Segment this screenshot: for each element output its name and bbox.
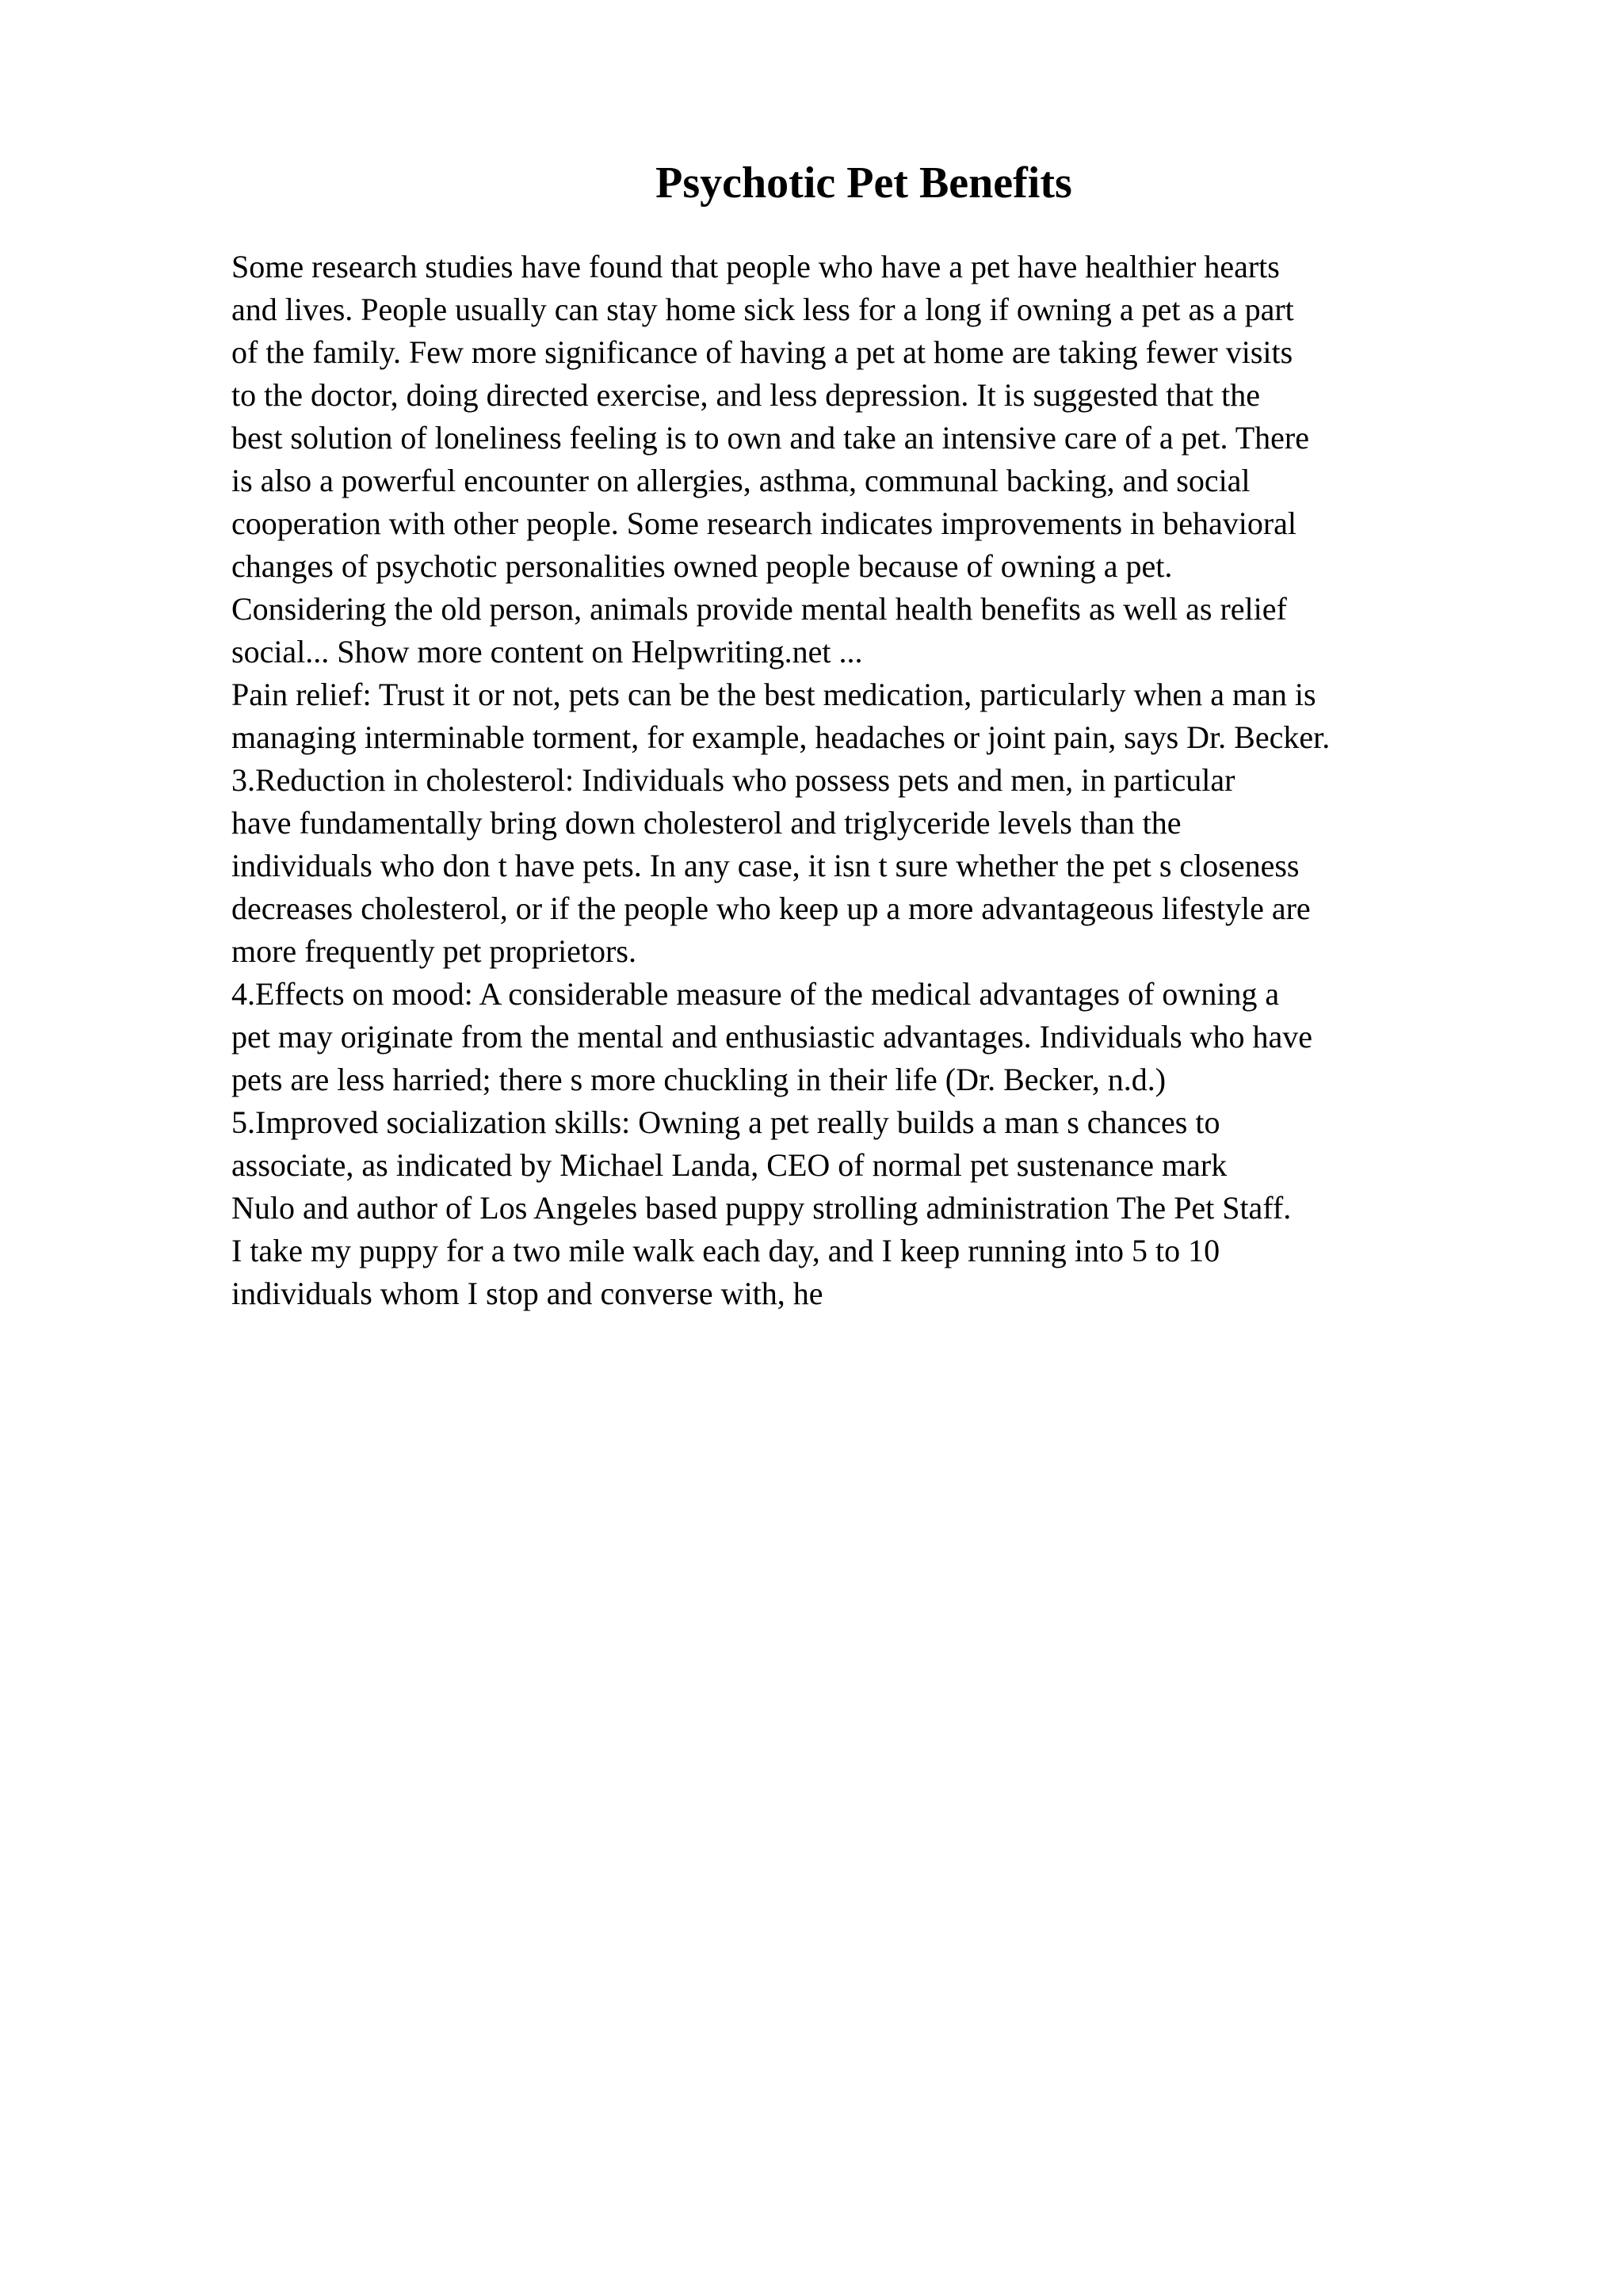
body-line: pets are less harried; there s more chuckling in their life (Dr. Becker, n.d.) bbox=[231, 1062, 1167, 1097]
body-line: individuals who don t have pets. In any case, it isn t sure whether the pet s closeness bbox=[231, 848, 1300, 883]
body-line: 4.Effects on mood: A considerable measure of the medical advantages of owning a bbox=[231, 976, 1280, 1012]
body-line: changes of psychotic personalities owned people because of owning a pet. bbox=[231, 548, 1173, 584]
body-line: Nulo and author of Los Angeles based puppy strolling administration The Pet Staff. bbox=[231, 1190, 1292, 1226]
body-line: is also a powerful encounter on allergies, asthma, communal backing, and social bbox=[231, 463, 1251, 498]
body-line: and lives. People usually can stay home sick less for a long if owning a pet as a part bbox=[231, 292, 1294, 327]
body-line: managing interminable torment, for example, headaches or joint pain, says Dr. Becker. bbox=[231, 719, 1331, 755]
body-line: social... Show more content on Helpwriting.net ... bbox=[231, 634, 863, 669]
body-line: have fundamentally bring down cholesterol and triglyceride levels than the bbox=[231, 805, 1182, 841]
body-line: best solution of loneliness feeling is to own and take an intensive care of a pet. There bbox=[231, 420, 1309, 456]
body-line: cooperation with other people. Some research indicates improvements in behavioral bbox=[231, 505, 1297, 541]
body-line: Pain relief: Trust it or not, pets can be the best medication, particularly when a man is bbox=[231, 677, 1316, 712]
body-line: Considering the old person, animals provide mental health benefits as well as relief bbox=[231, 591, 1287, 627]
body-line: pet may originate from the mental and enthusiastic advantages. Individuals who have bbox=[231, 1019, 1313, 1055]
body-line: 5.Improved socialization skills: Owning a pet really builds a man s chances to bbox=[231, 1104, 1220, 1140]
body-line: I take my puppy for a two mile walk each day, and I keep running into 5 to 10 bbox=[231, 1233, 1220, 1268]
body-line: individuals whom I stop and converse with, he bbox=[231, 1276, 823, 1311]
body-line: decreases cholesterol, or if the people who keep up a more advantageous lifestyle are bbox=[231, 891, 1311, 926]
body-line: Some research studies have found that people who have a pet have healthier hearts bbox=[231, 249, 1280, 284]
body-line: of the family. Few more significance of having a pet at home are taking fewer visits bbox=[231, 334, 1293, 370]
document-body bbox=[231, 246, 1610, 1315]
body-line: associate, as indicated by Michael Landa, CEO of normal pet sustenance mark bbox=[231, 1147, 1228, 1183]
body-line: 3.Reduction in cholesterol: Individuals who possess pets and men, in particular bbox=[231, 762, 1235, 798]
body-line: more frequently pet proprietors. bbox=[231, 933, 636, 969]
body-line: to the doctor, doing directed exercise, and less depression. It is suggested that the bbox=[231, 377, 1261, 413]
document-title: Psychotic Pet Benefits bbox=[655, 158, 1072, 208]
